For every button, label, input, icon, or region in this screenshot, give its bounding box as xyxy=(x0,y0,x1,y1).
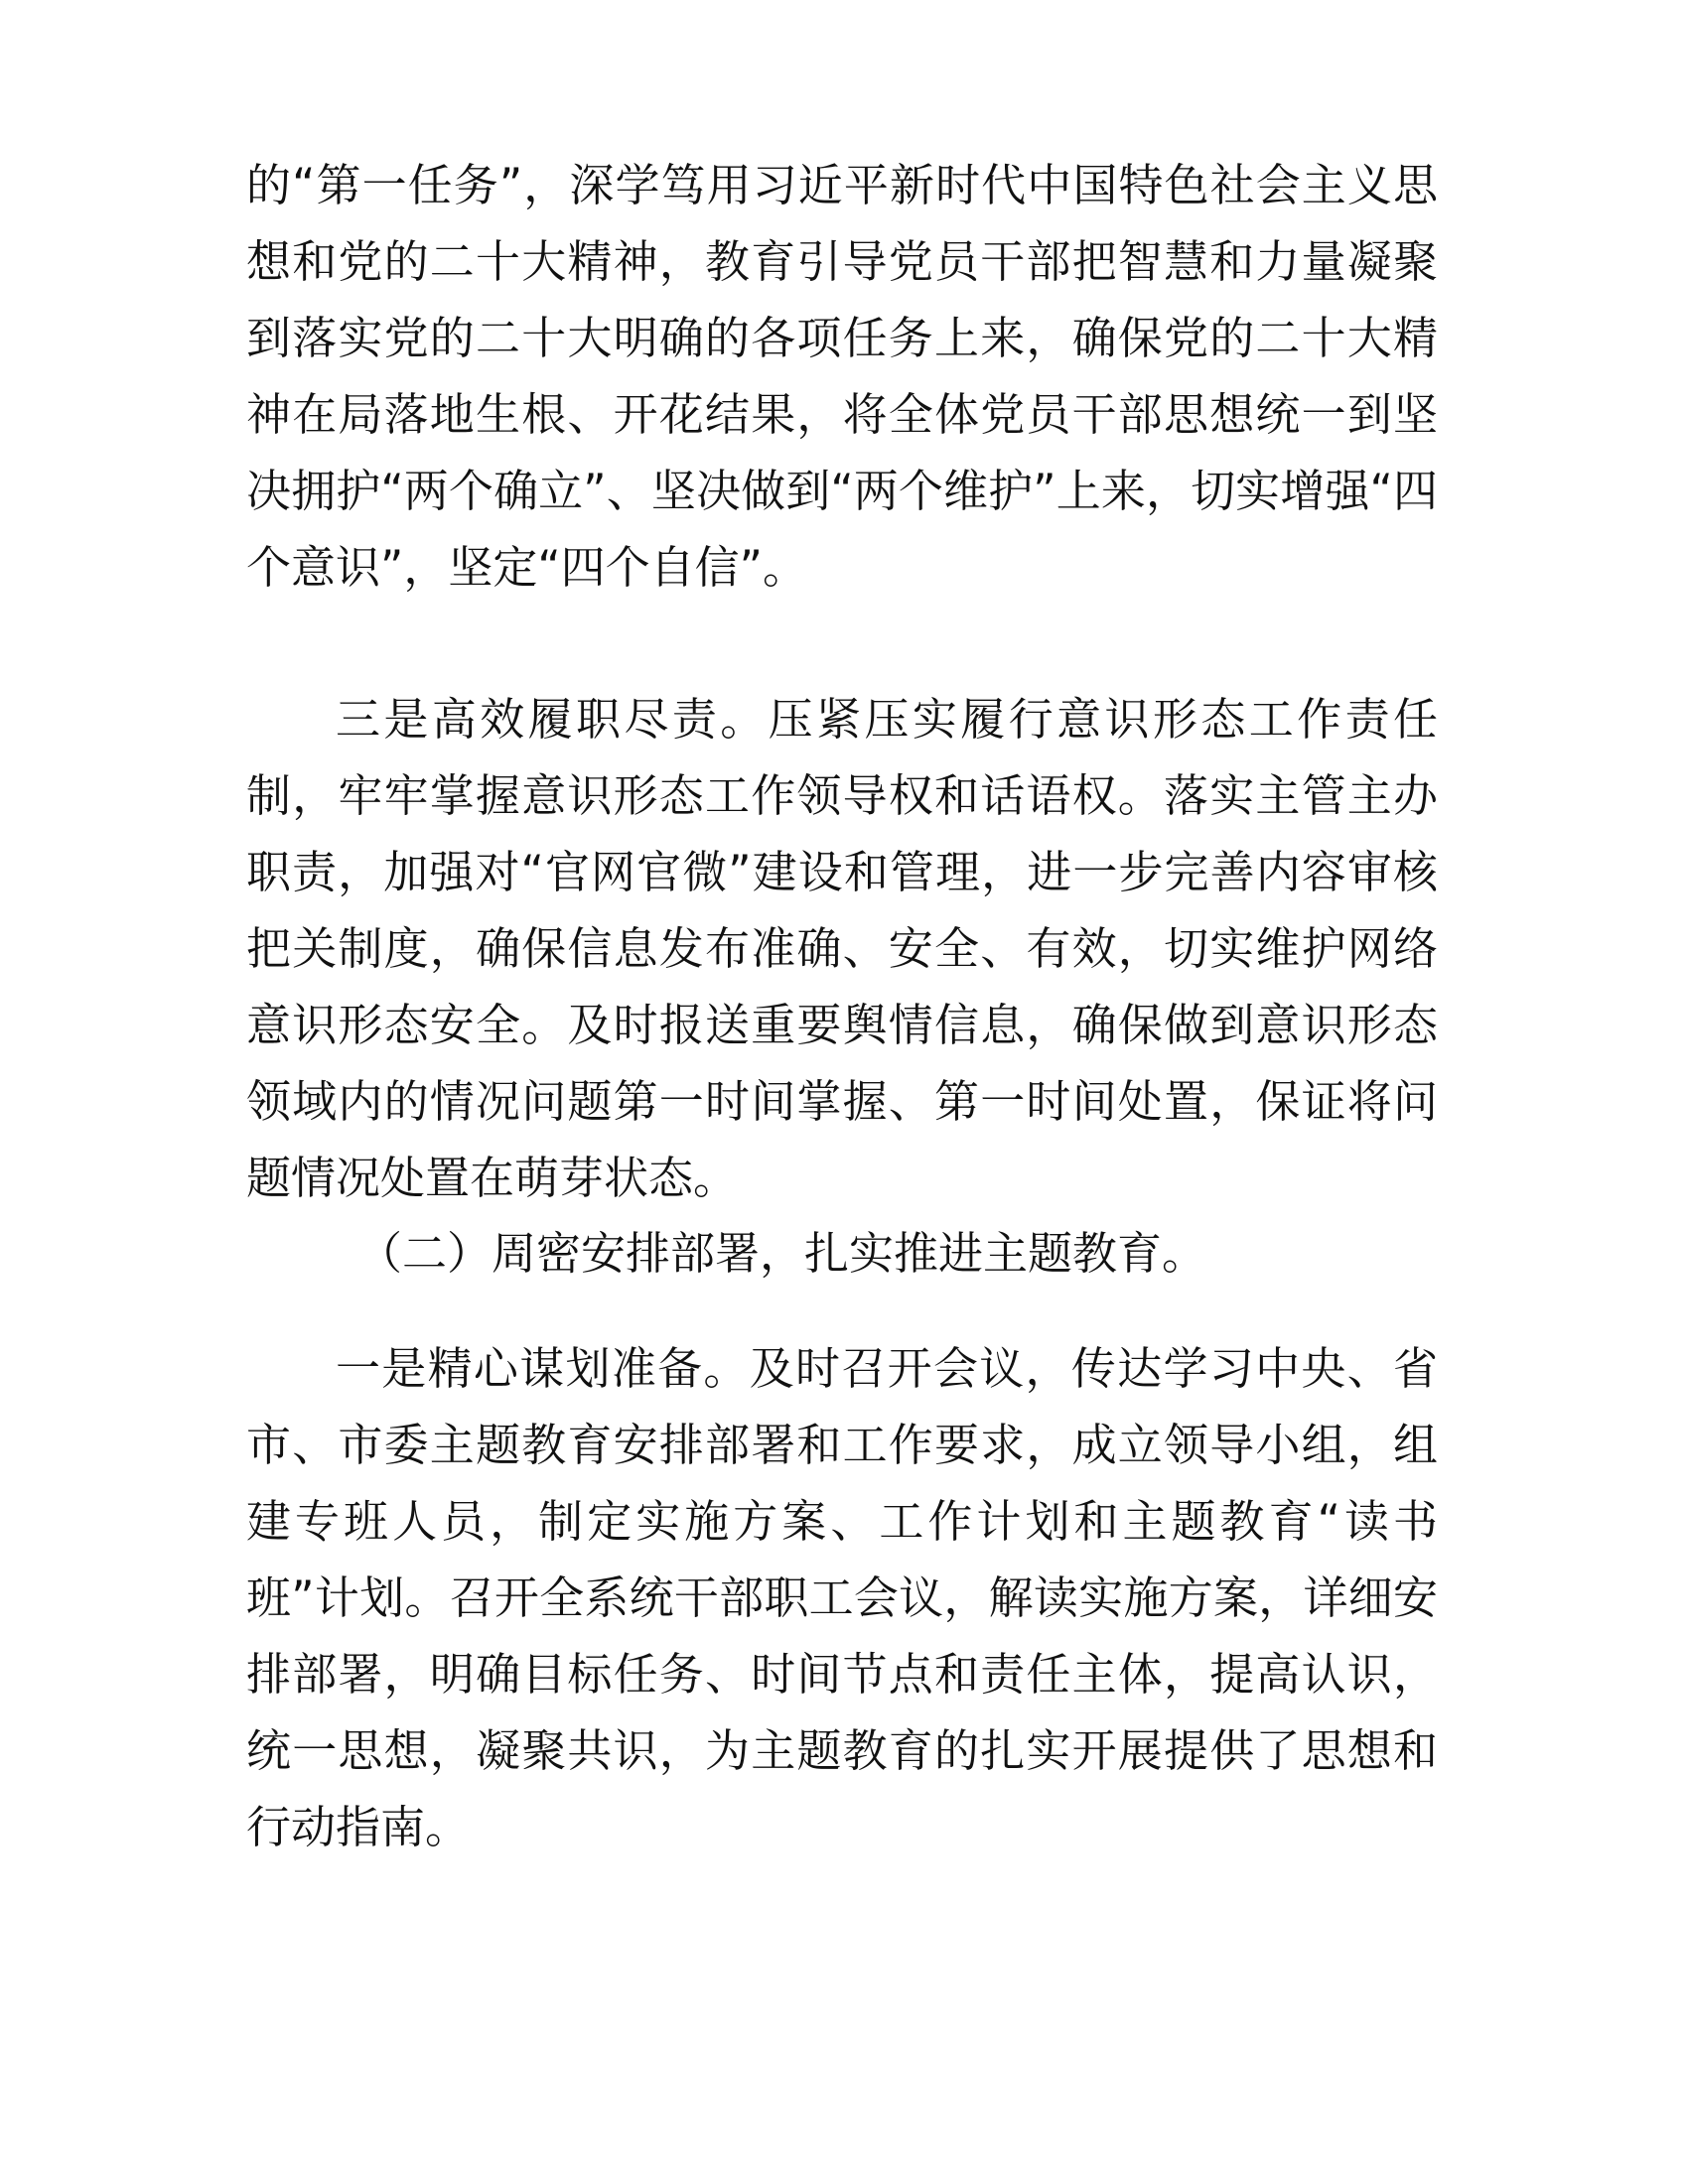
paragraph-continued: 的“第一任务”，深学笃用习近平新时代中国特色社会主义思想和党的二十大精神，教育引导党员干部把智慧和力量凝聚到落实党的二十大明确的各项任务上来，确保党的二十大精神在局落地生根、开花结果，将全体党员干部思想统一到坚决拥护“两个确立”、坚决做到“两个维护”上来，切实增强“四个意识”，坚定“四个自信”。 xyxy=(246,159,1438,594)
text-block-2 xyxy=(246,681,1438,1216)
text-block-1 xyxy=(246,147,1438,606)
text-block-3 xyxy=(246,1215,1438,1292)
text-block-4 xyxy=(246,1330,1438,1865)
paragraph-planning-preparation: 一是精心谋划准备。及时召开会议，传达学习中央、省市、市委主题教育安排部署和工作要求，成立领导小组，组建专班人员，制定实施方案、工作计划和主题教育“读书班”计划。召开全系统干部职工会议，解读实施方案，详细安排部署，明确目标任务、时间节点和责任主体，提高认识，统一思想，凝聚共识，为主题教育的扎实开展提供了思想和行动指南。 xyxy=(246,1342,1438,1853)
paragraph-efficient-duty: 三是高效履职尽责。压紧压实履行意识形态工作责任制，牢牢掌握意识形态工作领导权和话语权。落实主管主办职责，加强对“官网官微”建设和管理，进一步完善内容审核把关制度，确保信息发布准确、安全、有效，切实维护网络意识形态安全。及时报送重要舆情信息，确保做到意识形态领域内的情况问题第一时间掌握、第一时间处置，保证将问题情况处置在萌芽状态。 xyxy=(246,693,1438,1204)
section-subheading: （二）周密安排部署，扎实推进主题教育。 xyxy=(357,1227,1207,1280)
